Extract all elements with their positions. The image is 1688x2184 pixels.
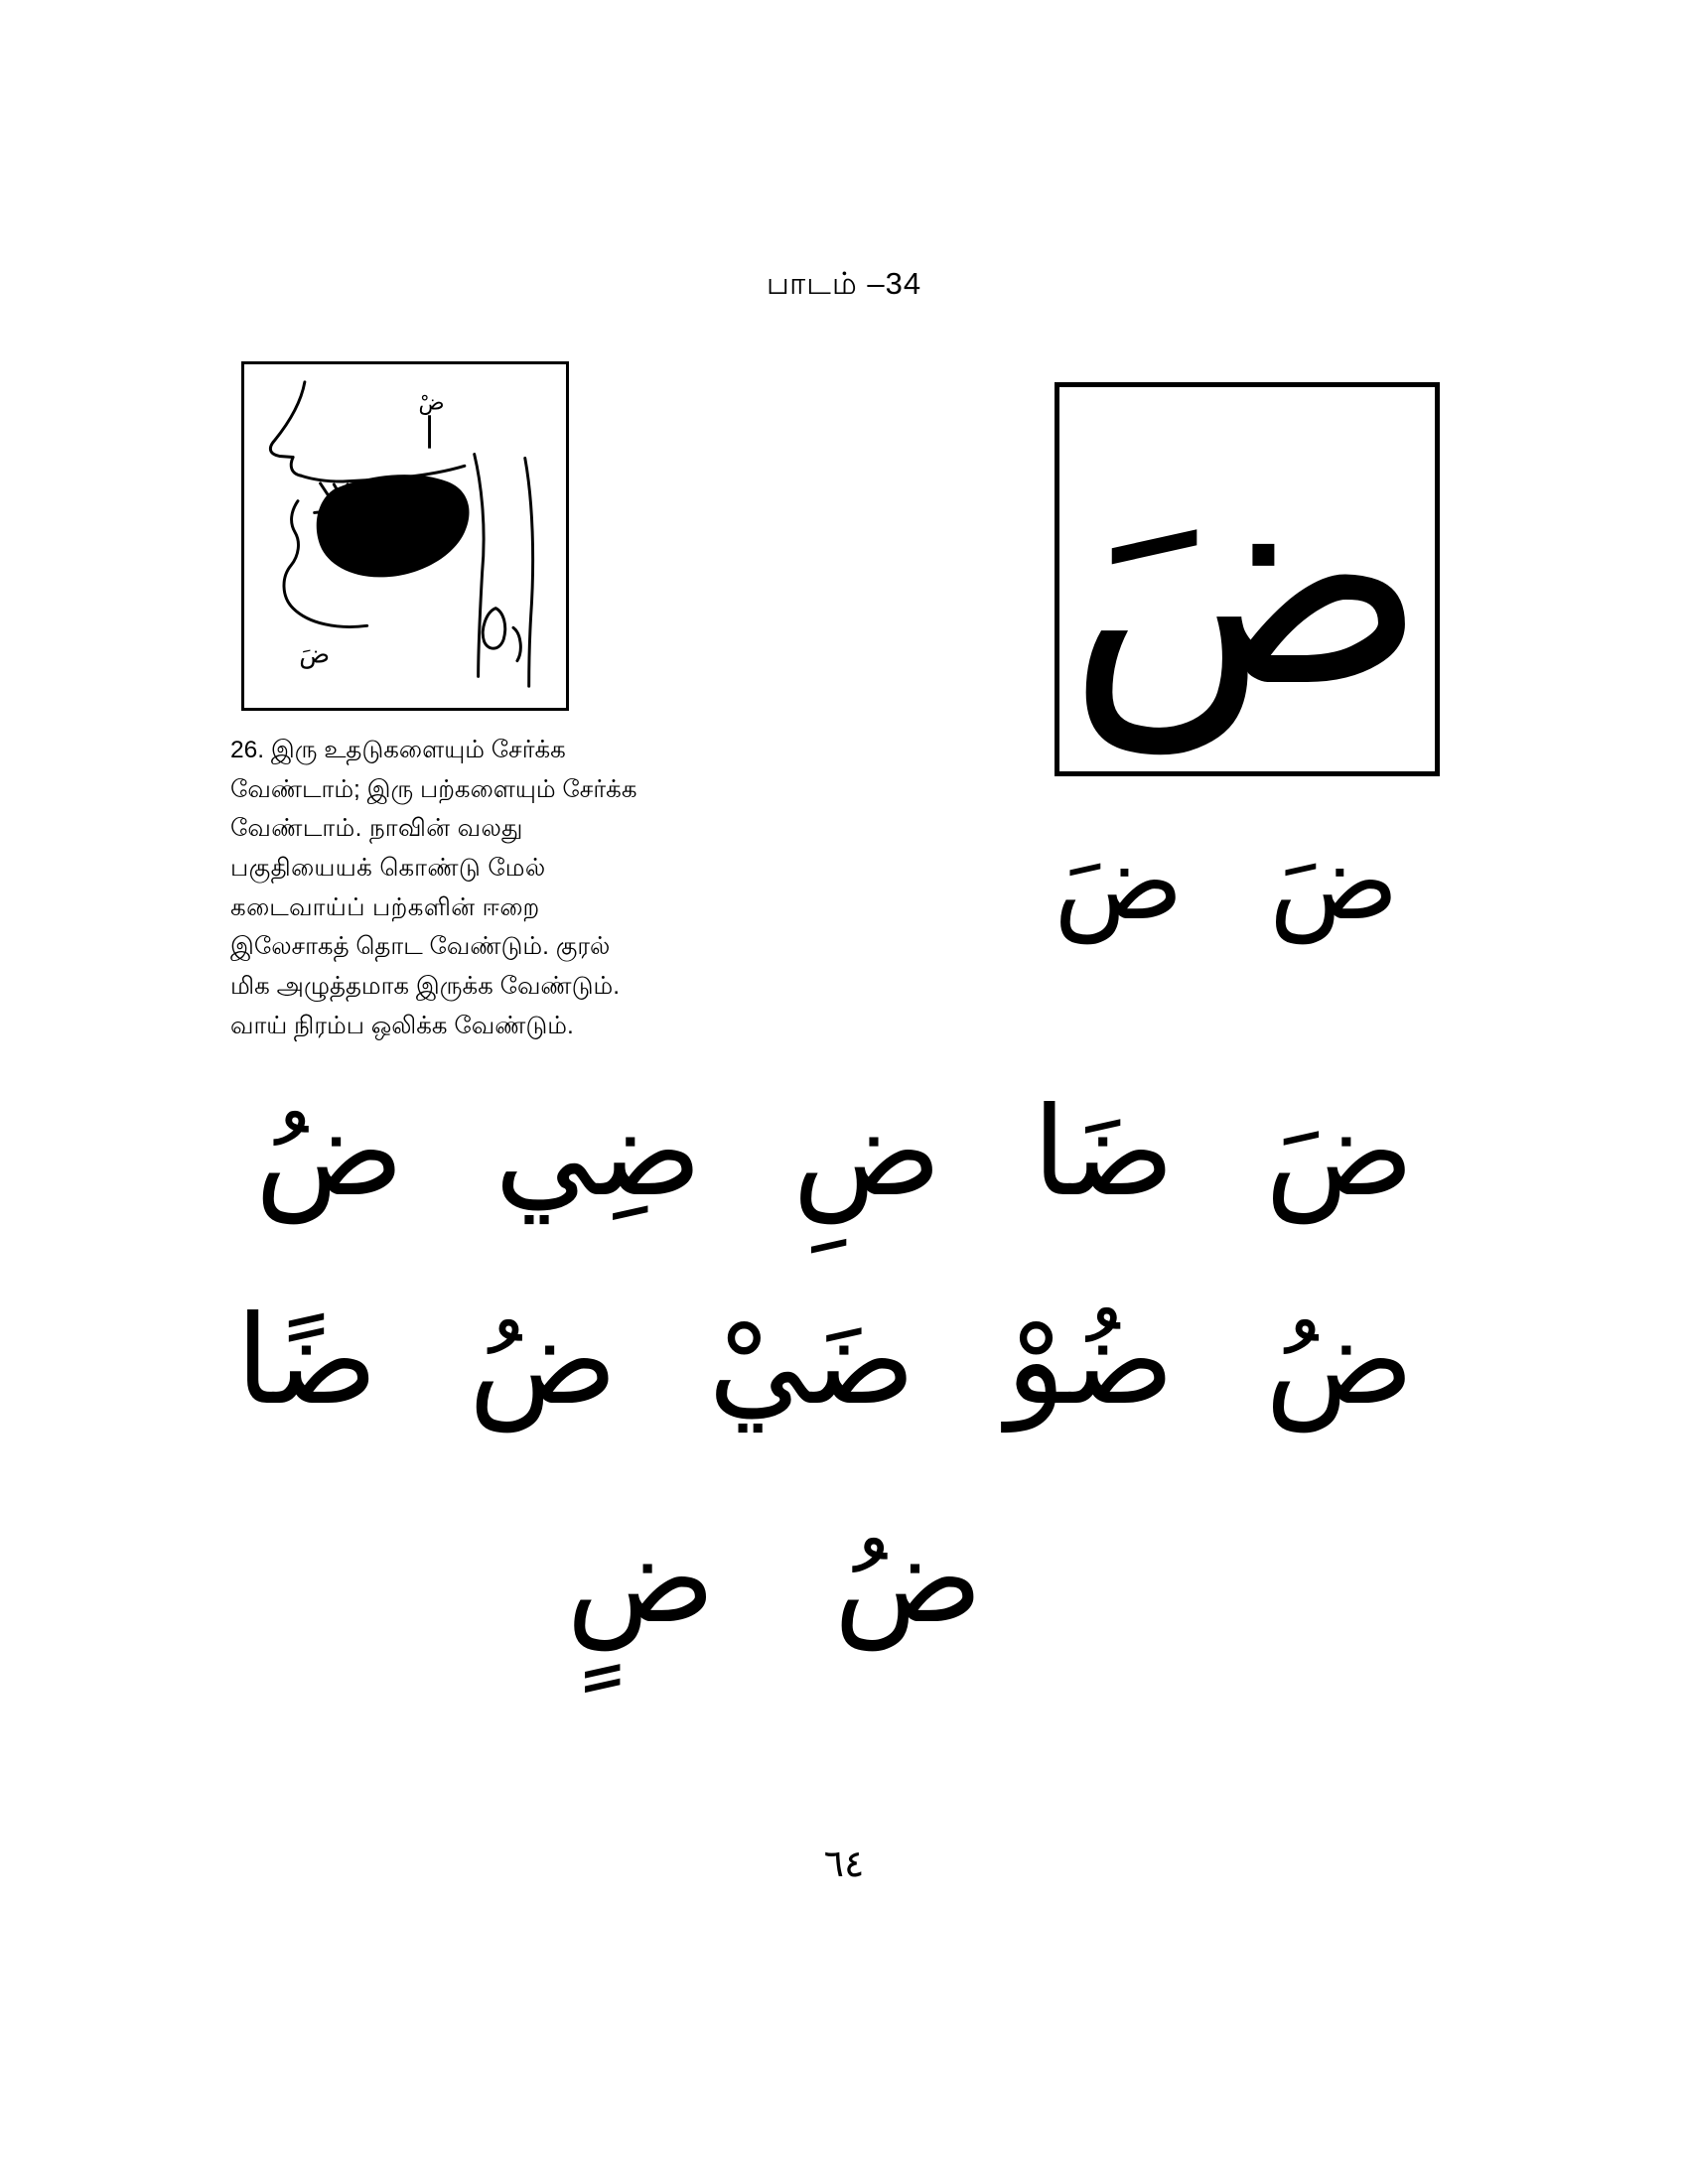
instruction-line: இலேசாகத் தொட வேண்டும். குரல்: [230, 933, 611, 961]
instruction-line: வேண்டாம். நாவின் வலது: [230, 815, 523, 843]
instruction-line: வாய் நிரம்ப ஒலிக்க வேண்டும்.: [230, 1012, 574, 1039]
main-letter-frame: [1055, 382, 1440, 776]
practice-glyph: ضٍ: [566, 1508, 716, 1651]
letter-forms-row: [1013, 820, 1440, 944]
diagram-marker-glyph: ضْ: [418, 390, 445, 416]
practice-row-2: [235, 1290, 1440, 1433]
instruction-line: 26. இரு உதடுகளையும் சேர்க்க: [230, 737, 566, 763]
practice-glyph: ضًا: [235, 1290, 378, 1433]
practice-glyph: ضَا: [1032, 1081, 1175, 1224]
practice-row-3: [427, 1509, 1122, 1651]
practice-glyph: ضُوْ: [1006, 1290, 1175, 1433]
instruction-line: பகுதியையக் கொண்டு மேல்: [230, 855, 546, 883]
main-letter-glyph: ضَ: [1066, 405, 1428, 752]
practice-glyph: ضُ: [468, 1290, 618, 1433]
articulation-diagram: [241, 361, 569, 711]
instruction-line: மிக அழுத்தமாக இருக்க வேண்டும்.: [230, 973, 620, 1001]
instruction-line: வேண்டாம்; இரு பற்களையும் சேர்க்க: [230, 775, 637, 803]
instruction-line: கடைவாய்ப் பற்களின் ஈறை: [230, 893, 540, 921]
practice-glyph: ضَيْ: [708, 1290, 915, 1433]
practice-glyph: ضَ: [1265, 1081, 1414, 1224]
diagram-caption-glyph: ضَ: [299, 639, 331, 670]
mouth-diagram-icon: [244, 364, 566, 708]
page-number: ٦٤: [823, 1842, 865, 1885]
practice-glyph: ضِي: [494, 1081, 702, 1224]
practice-glyph: ضِ: [792, 1081, 942, 1224]
page-title: பாடம் –34: [766, 266, 922, 301]
letter-form: ضَ: [1054, 820, 1184, 944]
letter-form: ضَ: [1269, 820, 1399, 944]
practice-glyph: ضُ: [833, 1508, 983, 1651]
practice-row-1: [248, 1082, 1440, 1224]
instruction-text: [230, 731, 639, 1046]
practice-glyph: ضُ: [254, 1081, 404, 1224]
practice-glyph: ضُ: [1265, 1290, 1414, 1433]
